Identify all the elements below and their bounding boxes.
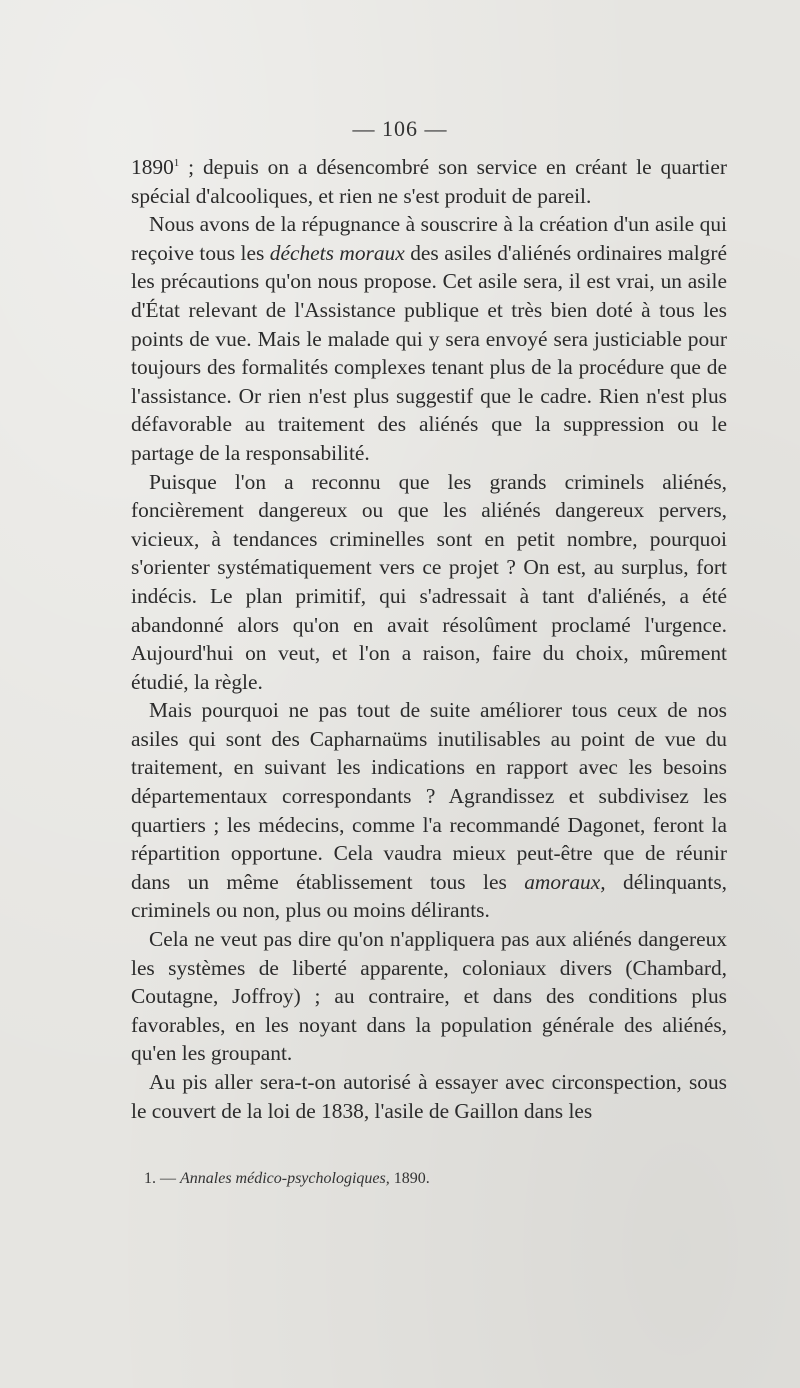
footnote-year: 1890. [389, 1170, 430, 1187]
paragraph-text: délinquants, criminels ou non, plus ou moins délirants. [131, 869, 727, 923]
paragraph-1 [131, 153, 727, 210]
italic-phrase: amoraux, [524, 869, 606, 894]
paragraph-text: Cela ne veut pas dire qu'on n'appliquera pas aux aliénés dangereux les systèmes de liberté apparente, coloniaux divers (Chambard, Coutagne, Joffroy) ; au contraire, et dans des conditions plus favorables, en les noyant dans la population générale des aliénés, qu'en les groupant. [131, 927, 727, 1066]
paragraph-text: ; depuis on a désencombré son service en créant le quartier spécial d'alcooliques, et rien ne s'est produit de pareil. [131, 155, 727, 208]
paragraph-text: 1890 [131, 155, 174, 179]
paragraph-text: Mais pourquoi ne pas tout de suite améliorer tous ceux de nos asiles qui sont des Capharnaüms inutilisables au point de vue du traitement, en suivant les indications en rapport avec les besoins départementaux correspondants ? Agrandissez et subdivisez les quartiers ; les médecins, comme l'a recommandé Dagonet, feront la répartition opportune. Cela vaudra mieux peut-être que de réunir dans un même établissement tous les [131, 698, 727, 894]
paragraph-6 [131, 1068, 727, 1125]
body-text [131, 153, 727, 1125]
footnote-title: Annales médico-psychologiques, [180, 1170, 390, 1187]
paragraph-text: des asiles d'aliénés ordinaires malgré les précautions qu'on nous propose. Cet asile sera, il est vrai, un asile d'État relevant de l'Assistance publique et très bien doté à tous les points de vue. Mais le malade qui y sera envoyé sera justiciable pour toujours des formalités complexes tenant plus de la procédure que de l'assistance. Or rien n'est plus suggestif que le cadre. Rien n'est plus défavorable au traitement des aliénés que la suppression ou le partage de la responsabilité. [131, 240, 727, 465]
paragraph-2 [131, 210, 727, 467]
paragraph-text: Puisque l'on a reconnu que les grands criminels aliénés, foncièrement dangereux ou que les aliénés dangereux pervers, vicieux, à tendances criminelles sont en petit nombre, pourquoi s'orienter systématiquement vers ce projet ? On est, au surplus, fort indécis. Le plan primitif, qui s'adressait à tant d'aliénés, a été abandonné alors qu'on en avait résolûment proclamé l'urgence. Aujourd'hui on veut, et l'on a raison, faire du choix, mûrement étudié, la règle. [131, 469, 727, 694]
footnote-reference: 1 [173, 157, 180, 169]
paragraph-4 [131, 696, 727, 925]
paragraph-3 [131, 468, 727, 697]
footnote-marker: 1. — [144, 1170, 180, 1187]
italic-phrase: déchets moraux [269, 240, 405, 265]
paragraph-5 [131, 925, 727, 1068]
paragraph-text: Nous avons de la répugnance à souscrire à la création d'un asile qui reçoive tous les [131, 212, 727, 265]
footnote [144, 1168, 724, 1190]
paragraph-text: Au pis aller sera-t-on autorisé à essayer avec circonspection, sous le couvert de la loi de 1838, l'asile de Gaillon dans les [131, 1070, 727, 1123]
page-number: — 106 — [352, 116, 448, 141]
